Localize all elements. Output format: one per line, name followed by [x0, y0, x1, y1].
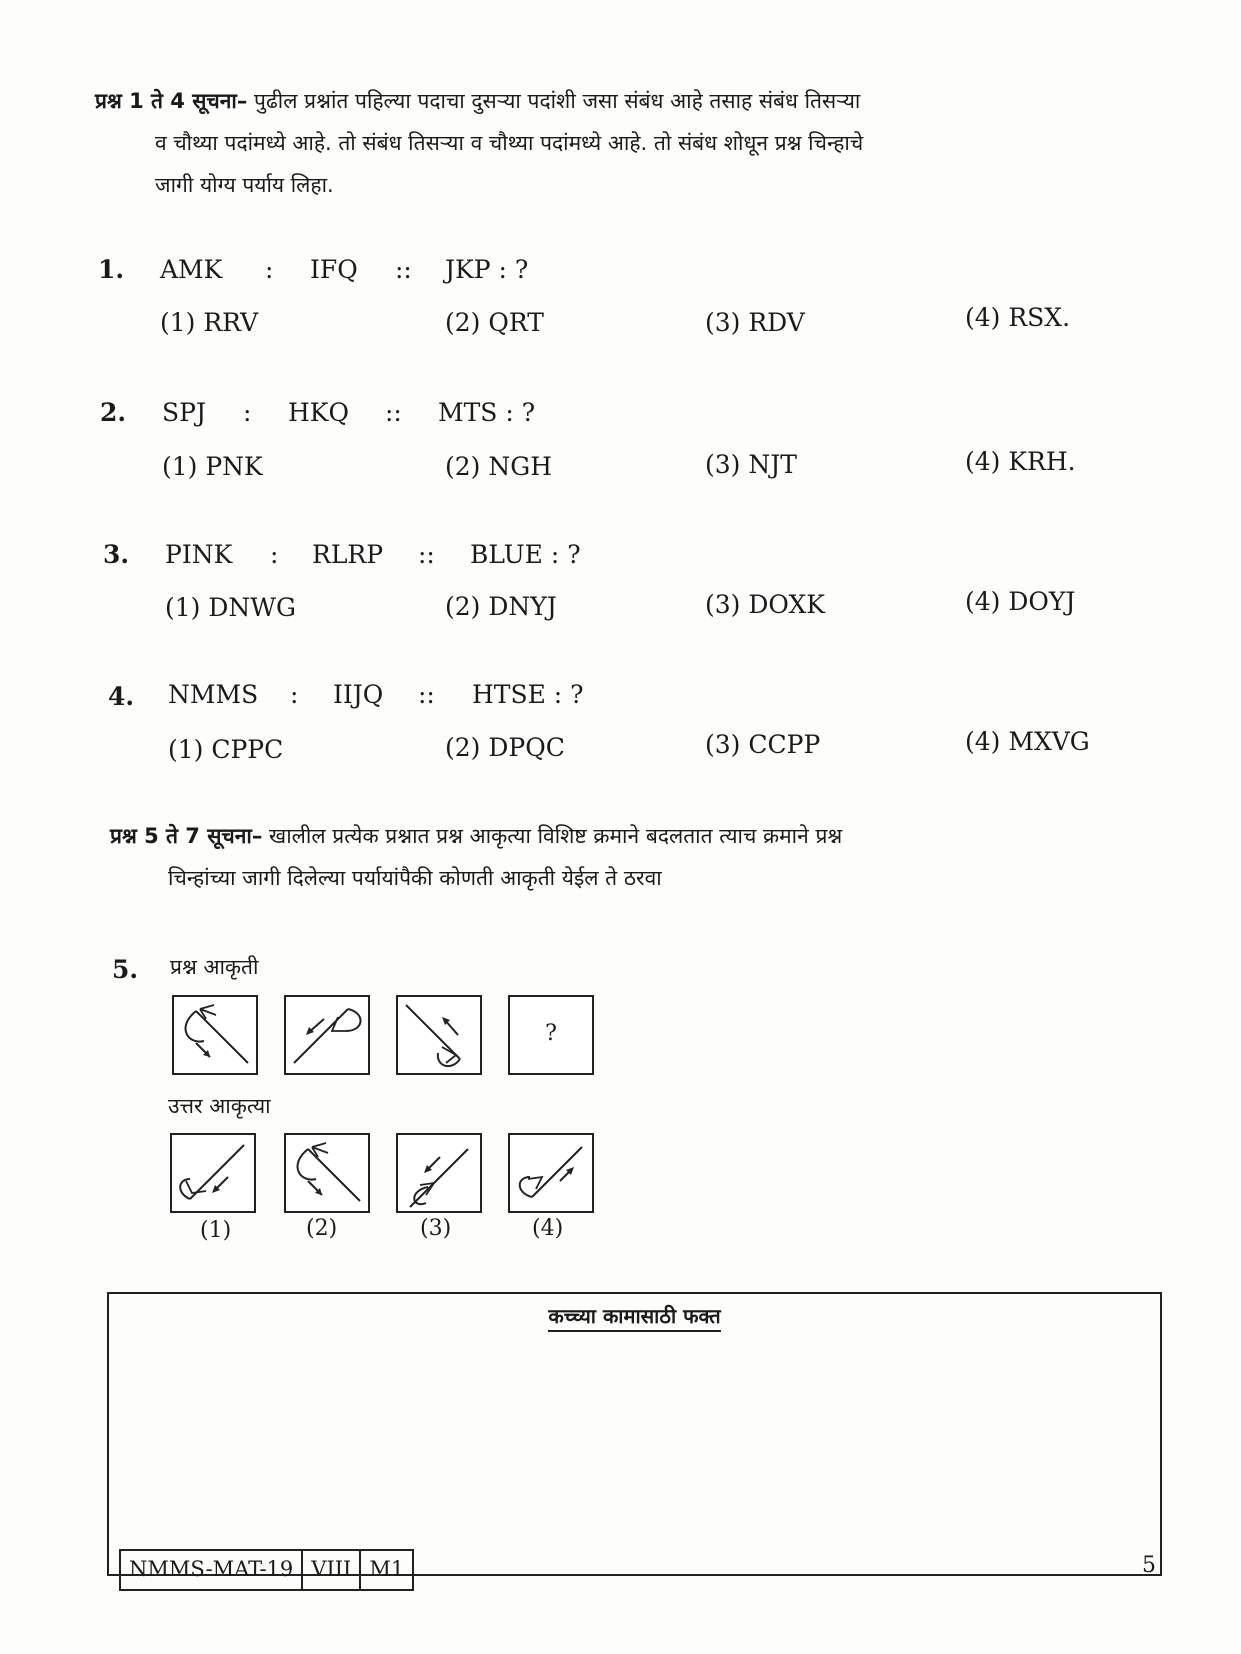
option-2: (2) QRT: [445, 308, 544, 337]
option-3: (3) RDV: [705, 308, 805, 337]
question-separator: ::: [418, 540, 435, 569]
question-separator: ::: [395, 255, 412, 284]
figure-drawing: [172, 1135, 254, 1211]
paper-code: NMMS-MAT-19: [121, 1551, 303, 1589]
question-term: JKP : ?: [445, 255, 529, 284]
option-2: (2) DNYJ: [445, 592, 557, 621]
option-2: (2) DPQC: [445, 733, 565, 762]
answer-figure-3[interactable]: [396, 1133, 482, 1213]
instruction-q5-7: [110, 815, 1165, 899]
question-term: RLRP: [312, 540, 384, 569]
question-number: 3.: [103, 540, 130, 569]
answer-label-4: (4): [532, 1216, 564, 1241]
question-separator: :: [270, 540, 279, 569]
question-number: 2.: [100, 398, 127, 427]
option-1: (1) RRV: [160, 308, 259, 337]
option-1: (1) PNK: [162, 452, 263, 481]
question-separator: ::: [385, 398, 402, 427]
question-term: SPJ: [162, 398, 206, 427]
question-term: AMK: [160, 255, 223, 284]
figure-drawing: [174, 997, 256, 1073]
instruction-text: पुढील प्रश्नांत पहिल्या पदाचा दुसऱ्या पदांशी जसा संबंध आहे तसाह संबंध तिसऱ्या: [254, 89, 861, 113]
paper-code-box: [119, 1549, 414, 1591]
question-term: PINK: [165, 540, 233, 569]
question-term: IFQ: [310, 255, 358, 284]
figure-drawing: [286, 1135, 368, 1211]
page-number: 5: [1142, 1553, 1156, 1578]
instruction-label: प्रश्न 5 ते 7 सूचना–: [110, 824, 263, 848]
instruction-text: जागी योग्य पर्याय लिहा.: [155, 173, 334, 197]
question-term: HTSE : ?: [472, 680, 584, 709]
option-4: (4) MXVG: [965, 727, 1090, 756]
rough-work-box: [107, 1292, 1162, 1576]
answer-label-3: (3): [420, 1216, 452, 1241]
instruction-label: प्रश्न 1 ते 4 सूचना–: [95, 89, 248, 113]
question-mark: ?: [545, 1021, 557, 1046]
answer-figure-2[interactable]: [284, 1133, 370, 1213]
rough-work-title: कच्च्या कामासाठी फक्त: [548, 1304, 720, 1332]
answer-figure-4[interactable]: [508, 1133, 594, 1213]
problem-figure-4: [508, 995, 594, 1075]
question-number: 4.: [108, 682, 135, 711]
answer-label-1: (1): [200, 1218, 232, 1243]
option-3: (3) DOXK: [705, 590, 825, 619]
figure-drawing: [510, 1135, 592, 1211]
question-term: HKQ: [288, 398, 349, 427]
paper-medium: M1: [369, 1557, 405, 1581]
option-3: (3) NJT: [705, 450, 797, 479]
question-term: MTS : ?: [438, 398, 536, 427]
option-4: (4) KRH.: [965, 447, 1076, 476]
problem-figure-2: [284, 995, 370, 1075]
question-separator: :: [243, 398, 252, 427]
option-1: (1) CPPC: [168, 735, 284, 764]
question-term: NMMS: [168, 680, 259, 709]
figure-drawing: [286, 997, 368, 1073]
option-4: (4) RSX.: [965, 303, 1071, 332]
problem-figure-3: [396, 995, 482, 1075]
option-4: (4) DOYJ: [965, 587, 1076, 616]
paper-class: VIII: [303, 1551, 361, 1589]
option-1: (1) DNWG: [165, 593, 296, 622]
instruction-text: खालील प्रत्येक प्रश्नात प्रश्न आकृत्या विशिष्ट क्रमाने बदलतात त्याच क्रमाने प्रश्न: [269, 824, 843, 848]
option-3: (3) CCPP: [705, 730, 821, 759]
option-2: (2) NGH: [445, 452, 553, 481]
question-separator: :: [265, 255, 274, 284]
question-separator: ::: [418, 680, 435, 709]
answer-figure-1[interactable]: [170, 1133, 256, 1213]
answer-label-2: (2): [306, 1216, 338, 1241]
question-number: 1.: [98, 255, 125, 284]
question-term: BLUE : ?: [470, 540, 581, 569]
figure-drawing: [398, 997, 480, 1073]
figure-drawing: [398, 1135, 480, 1211]
problem-figures-caption: प्रश्न आकृती: [170, 955, 259, 979]
instruction-text: व चौथ्या पदांमध्ये आहे. तो संबंध तिसऱ्या व चौथ्या पदांमध्ये आहे. तो संबंध शोधून प्रश्न चिन्हाचे: [155, 131, 864, 155]
problem-figure-1: [172, 995, 258, 1075]
question-number: 5.: [112, 955, 139, 984]
answer-figures-caption: उत्तर आकृत्या: [168, 1094, 271, 1118]
question-term: IIJQ: [333, 680, 384, 709]
instruction-text: चिन्हांच्या जागी दिलेल्या पर्यायांपैकी कोणती आकृती येईल ते ठरवा: [168, 866, 662, 890]
instruction-q1-4: [95, 80, 1165, 206]
question-separator: :: [290, 680, 299, 709]
